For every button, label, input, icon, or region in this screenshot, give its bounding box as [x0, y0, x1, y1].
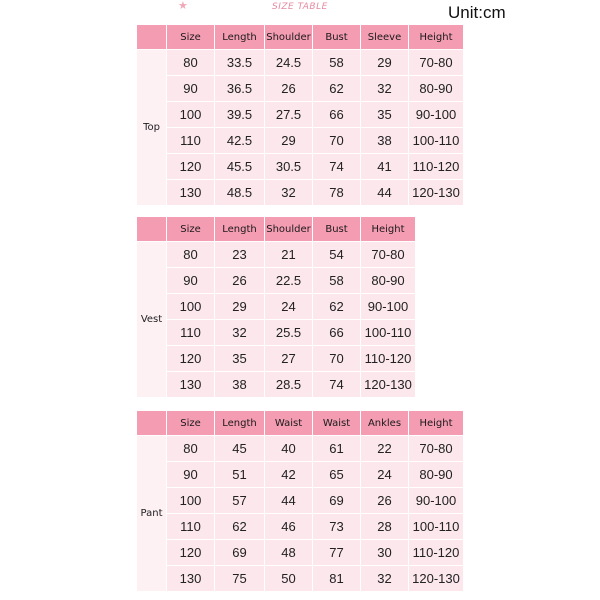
table-cell: 120	[167, 540, 215, 566]
header-corner	[137, 217, 167, 242]
table-row	[137, 50, 464, 76]
table-cell: 73	[313, 514, 361, 540]
table-cell: 120	[167, 154, 215, 180]
column-header: Length	[215, 411, 265, 436]
table-cell: 110-120	[409, 154, 464, 180]
table-row	[137, 242, 416, 268]
table-cell: 100-110	[361, 320, 416, 346]
table-cell: 62	[313, 294, 361, 320]
table-cell: 27	[265, 346, 313, 372]
table-cell: 77	[313, 540, 361, 566]
table-cell: 90	[167, 268, 215, 294]
category-label: Vest	[137, 242, 167, 398]
table-cell: 69	[215, 540, 265, 566]
table-cell: 80-90	[409, 462, 464, 488]
column-header: Size	[167, 25, 215, 50]
table-cell: 66	[313, 102, 361, 128]
table-header-row	[137, 411, 464, 436]
column-header: Shoulder	[265, 25, 313, 50]
table-row	[137, 566, 464, 592]
table-cell: 90	[167, 76, 215, 102]
table-cell: 110-120	[361, 346, 416, 372]
size-table-title: SIZE TABLE	[272, 2, 328, 12]
table-row	[137, 346, 416, 372]
table-cell: 70	[313, 346, 361, 372]
unit-label: Unit:cm	[448, 3, 506, 22]
table-cell: 110	[167, 320, 215, 346]
table-cell: 90	[167, 462, 215, 488]
table-cell: 48	[265, 540, 313, 566]
table-cell: 24.5	[265, 50, 313, 76]
table-cell: 110	[167, 128, 215, 154]
table-cell: 62	[313, 76, 361, 102]
vest-size-table	[136, 216, 416, 398]
table-cell: 100	[167, 488, 215, 514]
table-cell: 50	[265, 566, 313, 592]
table-row	[137, 180, 464, 206]
category-label: Pant	[137, 436, 167, 592]
table-row	[137, 154, 464, 180]
table-cell: 44	[361, 180, 409, 206]
column-header: Size	[167, 217, 215, 242]
table-cell: 100-110	[409, 514, 464, 540]
table-header-row	[137, 217, 416, 242]
table-cell: 90-100	[409, 488, 464, 514]
table-cell: 80	[167, 50, 215, 76]
table-row	[137, 320, 416, 346]
table-row	[137, 128, 464, 154]
table-cell: 120-130	[409, 566, 464, 592]
table-cell: 70	[313, 128, 361, 154]
table-cell: 66	[313, 320, 361, 346]
table-cell: 24	[265, 294, 313, 320]
table-cell: 65	[313, 462, 361, 488]
table-cell: 36.5	[215, 76, 265, 102]
table-row	[137, 268, 416, 294]
table-cell: 25.5	[265, 320, 313, 346]
table-row	[137, 102, 464, 128]
table-cell: 29	[361, 50, 409, 76]
table-cell: 110-120	[409, 540, 464, 566]
column-header: Length	[215, 25, 265, 50]
table-cell: 80	[167, 242, 215, 268]
column-header: Length	[215, 217, 265, 242]
table-cell: 44	[265, 488, 313, 514]
table-row	[137, 294, 416, 320]
table-cell: 62	[215, 514, 265, 540]
table-cell: 38	[361, 128, 409, 154]
table-cell: 100-110	[409, 128, 464, 154]
table-cell: 45	[215, 436, 265, 462]
table-cell: 22	[361, 436, 409, 462]
table-cell: 33.5	[215, 50, 265, 76]
category-label: Top	[137, 50, 167, 206]
table-cell: 110	[167, 514, 215, 540]
table-cell: 130	[167, 180, 215, 206]
table-cell: 30.5	[265, 154, 313, 180]
table-cell: 24	[361, 462, 409, 488]
table-cell: 130	[167, 372, 215, 398]
table-cell: 29	[265, 128, 313, 154]
table-cell: 120	[167, 346, 215, 372]
table-cell: 35	[361, 102, 409, 128]
table-cell: 40	[265, 436, 313, 462]
table-cell: 23	[215, 242, 265, 268]
table-cell: 26	[265, 76, 313, 102]
column-header: Height	[409, 411, 464, 436]
top-size-table	[136, 24, 464, 206]
table-cell: 120-130	[409, 180, 464, 206]
table-cell: 42.5	[215, 128, 265, 154]
table-cell: 70-80	[409, 436, 464, 462]
column-header: Shoulder	[265, 217, 313, 242]
table-cell: 30	[361, 540, 409, 566]
table-cell: 45.5	[215, 154, 265, 180]
column-header: Height	[361, 217, 416, 242]
table-cell: 29	[215, 294, 265, 320]
table-cell: 70-80	[361, 242, 416, 268]
table-cell: 80-90	[361, 268, 416, 294]
table-row	[137, 488, 464, 514]
header-corner	[137, 25, 167, 50]
table-cell: 28	[361, 514, 409, 540]
table-cell: 21	[265, 242, 313, 268]
table-row	[137, 462, 464, 488]
table-cell: 27.5	[265, 102, 313, 128]
table-cell: 70-80	[409, 50, 464, 76]
table-cell: 78	[313, 180, 361, 206]
table-cell: 80-90	[409, 76, 464, 102]
column-header: Size	[167, 411, 215, 436]
table-cell: 32	[361, 566, 409, 592]
table-cell: 69	[313, 488, 361, 514]
table-cell: 39.5	[215, 102, 265, 128]
table-header-row	[137, 25, 464, 50]
table-cell: 51	[215, 462, 265, 488]
table-cell: 42	[265, 462, 313, 488]
table-cell: 26	[361, 488, 409, 514]
table-cell: 90-100	[409, 102, 464, 128]
table-cell: 32	[361, 76, 409, 102]
table-cell: 80	[167, 436, 215, 462]
table-row	[137, 372, 416, 398]
table-row	[137, 540, 464, 566]
table-cell: 120-130	[361, 372, 416, 398]
column-header: Bust	[313, 25, 361, 50]
table-cell: 22.5	[265, 268, 313, 294]
table-cell: 35	[215, 346, 265, 372]
column-header: Ankles	[361, 411, 409, 436]
table-cell: 58	[313, 50, 361, 76]
table-row	[137, 514, 464, 540]
table-cell: 32	[265, 180, 313, 206]
table-row	[137, 76, 464, 102]
table-cell: 38	[215, 372, 265, 398]
table-cell: 48.5	[215, 180, 265, 206]
table-cell: 90-100	[361, 294, 416, 320]
table-cell: 130	[167, 566, 215, 592]
table-row	[137, 436, 464, 462]
column-header: Sleeve	[361, 25, 409, 50]
table-cell: 46	[265, 514, 313, 540]
table-cell: 41	[361, 154, 409, 180]
table-cell: 81	[313, 566, 361, 592]
column-header: Bust	[313, 217, 361, 242]
column-header: Waist	[265, 411, 313, 436]
table-cell: 54	[313, 242, 361, 268]
table-cell: 74	[313, 154, 361, 180]
table-cell: 26	[215, 268, 265, 294]
column-header: Height	[409, 25, 464, 50]
table-cell: 100	[167, 294, 215, 320]
table-cell: 61	[313, 436, 361, 462]
table-cell: 75	[215, 566, 265, 592]
table-cell: 58	[313, 268, 361, 294]
column-header: Waist	[313, 411, 361, 436]
star-icon: ★	[178, 0, 188, 12]
table-cell: 100	[167, 102, 215, 128]
pant-size-table	[136, 410, 464, 592]
table-cell: 74	[313, 372, 361, 398]
header-corner	[137, 411, 167, 436]
table-cell: 28.5	[265, 372, 313, 398]
table-cell: 32	[215, 320, 265, 346]
table-cell: 57	[215, 488, 265, 514]
